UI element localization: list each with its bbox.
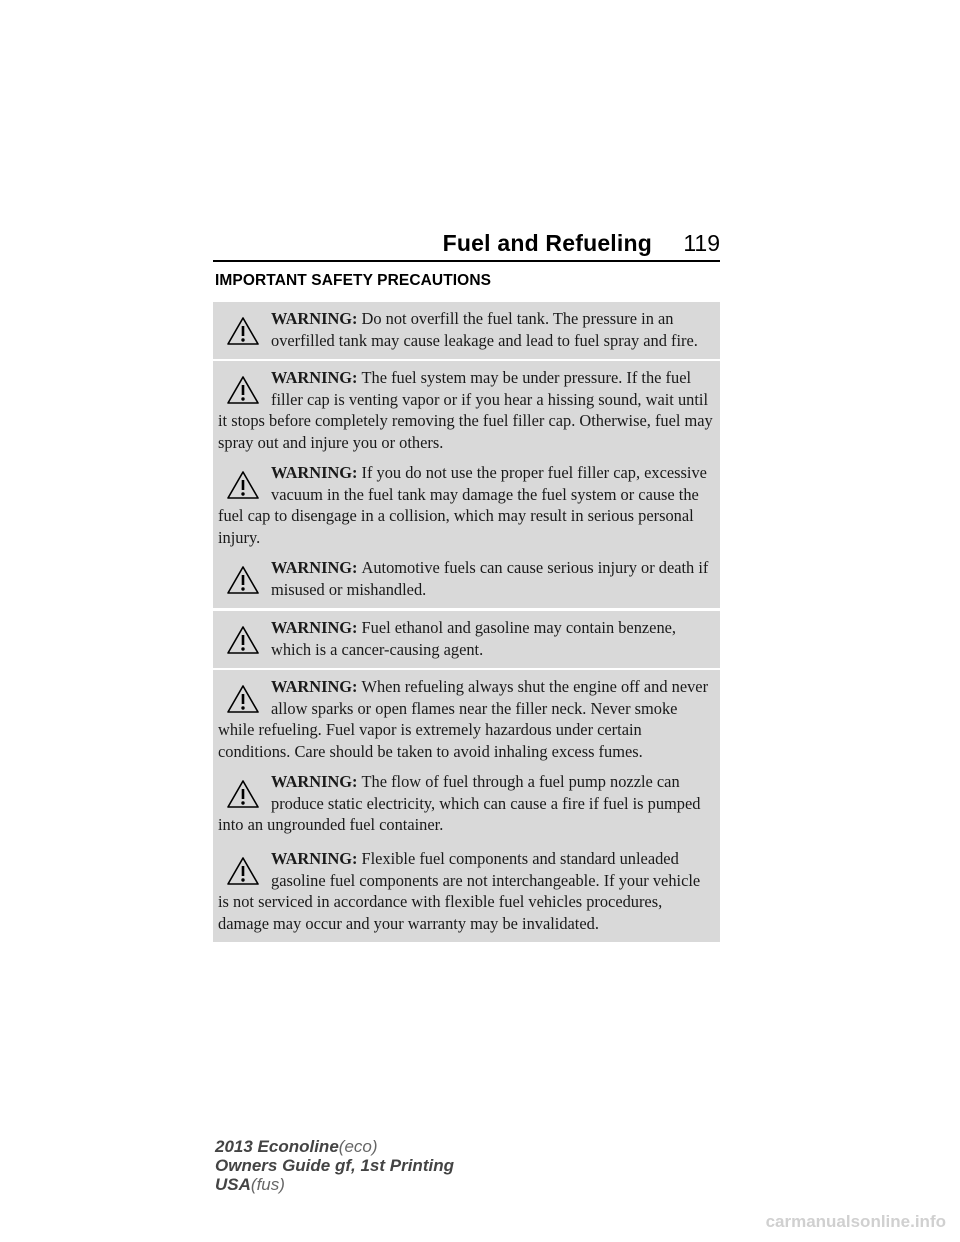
warning-box [213,456,720,556]
warning-box [213,842,720,942]
warning-triangle-icon [226,779,260,809]
footer-market-code: (fus) [250,1175,285,1194]
footer-line-market [215,1175,454,1194]
section-heading: IMPORTANT SAFETY PRECAUTIONS [215,272,492,289]
footer-line-guide [215,1156,454,1175]
warning-triangle-icon [226,625,260,655]
document-footer [215,1137,454,1194]
warning-label: WARNING: [271,772,358,791]
footer-market: USA [215,1175,251,1194]
chapter-title: Fuel and Refueling [442,230,652,256]
warning-box [213,551,720,608]
warning-label: WARNING: [271,618,358,637]
warning-text: The fuel system may be under pressure. If the fuel filler cap is venting vapor or if you hear a hissing sound, wait until it stops before completely removing the fuel filler cap. Otherwise, fuel may spray out and injure you or others. [218,368,713,452]
watermark: carmanualsonline.info [765,1212,946,1231]
warning-box [213,302,720,359]
footer-guide: Owners Guide gf, 1st Printing [215,1156,454,1175]
warning-box [213,611,720,668]
warning-text: Automotive fuels can cause serious injury or death if misused or mishandled. [271,558,709,599]
warning-text: The flow of fuel through a fuel pump nozzle can produce static electricity, which can cause a fire if fuel is pumped into an ungrounded fuel container. [218,772,701,834]
page-header [213,228,720,262]
warning-text: When refueling always shut the engine off and never allow sparks or open flames near the filler neck. Never smoke while refueling. Fuel vapor is extremely hazardous under certain conditions. Care should be taken to avoid inhaling excess fumes. [218,677,709,761]
warning-text: Flexible fuel components and standard unleaded gasoline fuel components are not interchangeable. If your vehicle is not serviced in accordance with flexible fuel vehicles procedures, damage may occur and your warranty may be invalidated. [218,849,701,933]
warning-triangle-icon [226,856,260,886]
warning-label: WARNING: [271,849,358,868]
warning-box [213,361,720,461]
warning-triangle-icon [226,375,260,405]
warning-text: If you do not use the proper fuel filler cap, excessive vacuum in the fuel tank may damage the fuel system or cause the fuel cap to disengage in a collision, which may result in serious personal injury. [218,463,707,547]
warning-text: Do not overfill the fuel tank. The pressure in an overfilled tank may cause leakage and lead to fuel spray and fire. [271,309,698,350]
footer-model-code: (eco) [338,1137,378,1156]
warning-label: WARNING: [271,309,358,328]
warning-triangle-icon [226,470,260,500]
warning-label: WARNING: [271,463,358,482]
warning-box [213,670,720,770]
warning-box [213,765,720,844]
warning-triangle-icon [226,684,260,714]
warning-label: WARNING: [271,677,358,696]
warning-triangle-icon [226,565,260,595]
footer-line-model [215,1137,454,1156]
page-number: 119 [683,230,720,256]
warning-text: Fuel ethanol and gasoline may contain benzene, which is a cancer-causing agent. [271,618,677,659]
warning-label: WARNING: [271,558,358,577]
footer-model: 2013 Econoline [215,1137,339,1156]
warning-triangle-icon [226,316,260,346]
warning-label: WARNING: [271,368,358,387]
